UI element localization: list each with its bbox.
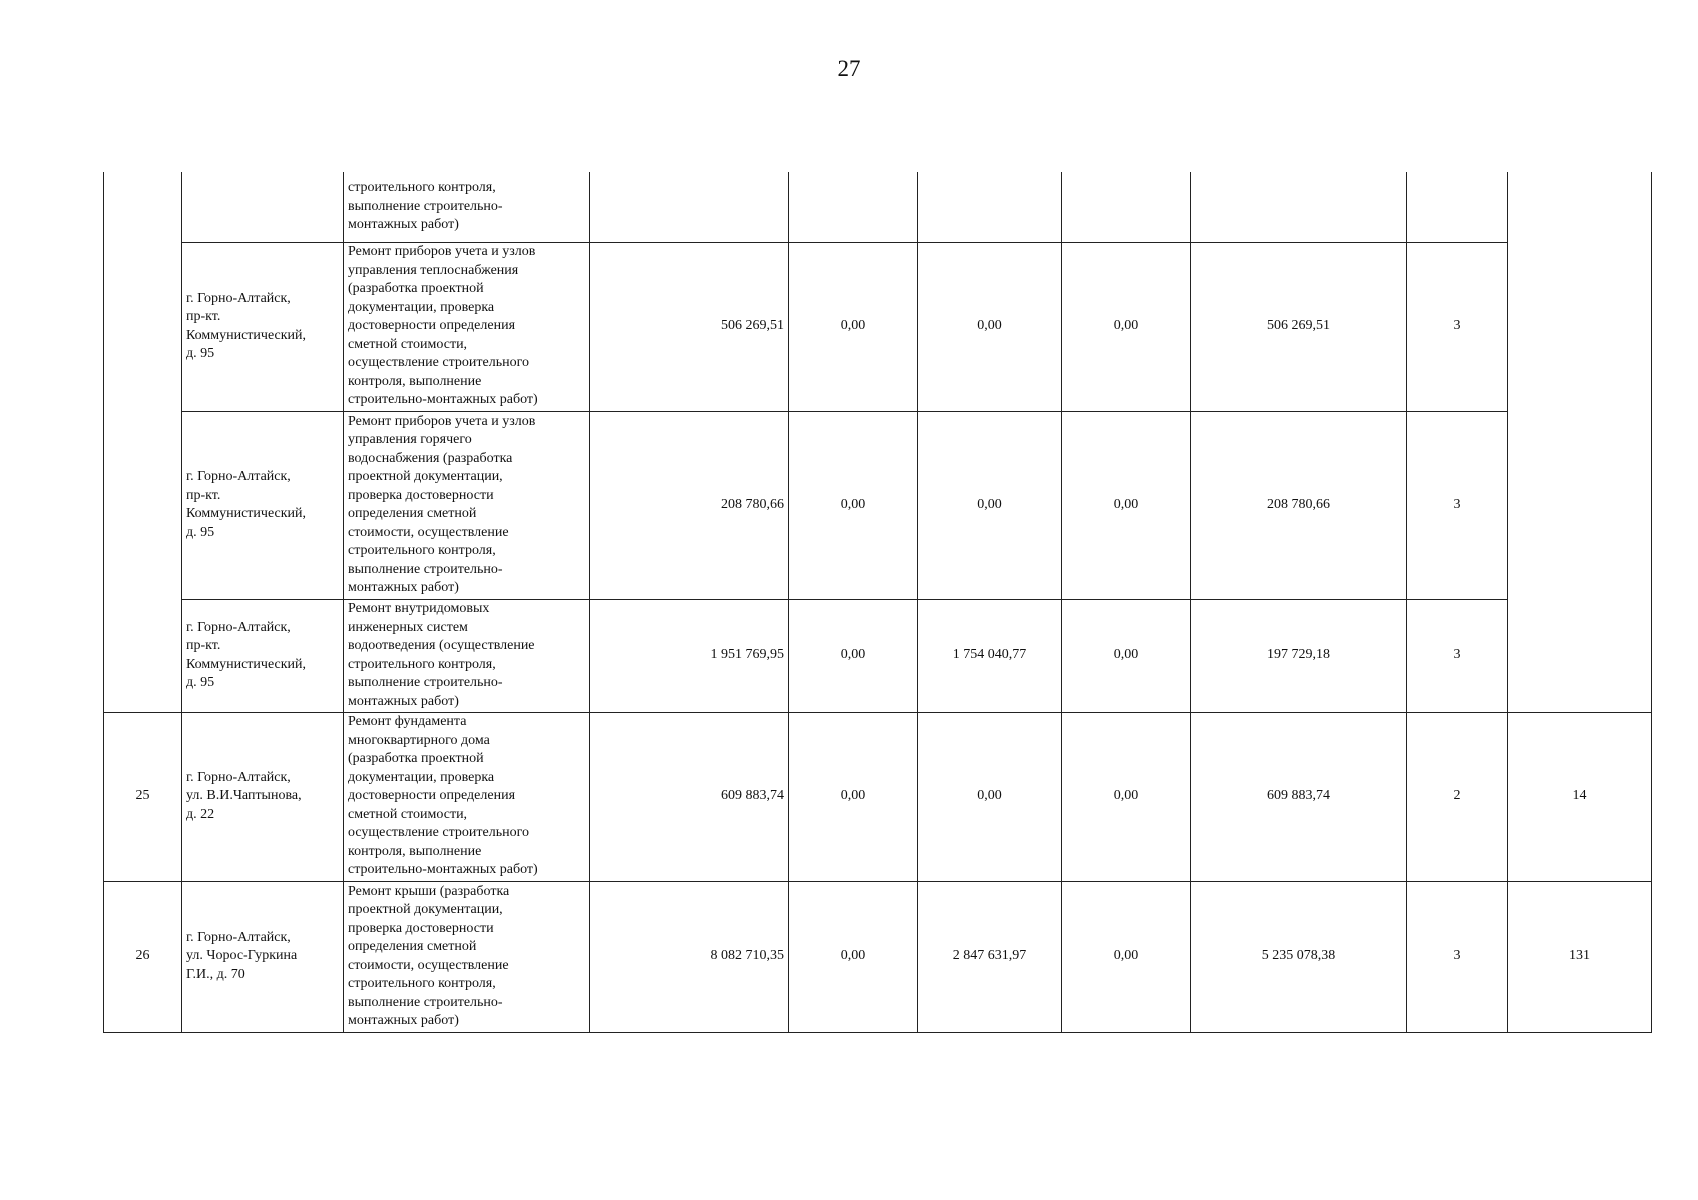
term-cell: 3 bbox=[1407, 881, 1508, 1032]
table-row bbox=[104, 881, 1652, 1032]
description-cell: Ремонт внутридомовых инженерных систем водоотведения (осуществление строительного контроля, выполнение строительно- монтажных работ) bbox=[344, 599, 590, 712]
term-cell: 3 bbox=[1407, 411, 1508, 599]
cost-col-2-cell: 0,00 bbox=[918, 712, 1062, 881]
description-cell: Ремонт фундамента многоквартирного дома (разработка проектной документации, проверка достоверности определения сметной стоимости, осуществление строительного контроля, выполнение строительно-монтажных работ) bbox=[344, 712, 590, 881]
address-cell: г. Горно-Алтайск, ул. В.И.Чаптынова, д. 22 bbox=[182, 712, 344, 881]
row-number-cell: 26 bbox=[104, 881, 182, 1032]
repair-works-table bbox=[103, 172, 1652, 1033]
cost-col-3-cell: 0,00 bbox=[1062, 242, 1191, 411]
term-cell: 3 bbox=[1407, 242, 1508, 411]
cost-col-4-cell bbox=[1191, 172, 1407, 242]
cost-col-1-cell: 0,00 bbox=[789, 881, 918, 1032]
total-cost-cell: 1 951 769,95 bbox=[590, 599, 789, 712]
cost-col-4-cell: 609 883,74 bbox=[1191, 712, 1407, 881]
cost-col-2-cell: 0,00 bbox=[918, 242, 1062, 411]
total-cost-cell: 609 883,74 bbox=[590, 712, 789, 881]
cost-col-3-cell: 0,00 bbox=[1062, 599, 1191, 712]
total-cost-cell: 8 082 710,35 bbox=[590, 881, 789, 1032]
cost-col-3-cell: 0,00 bbox=[1062, 712, 1191, 881]
description-cell: Ремонт приборов учета и узлов управления теплоснабжения (разработка проектной документации, проверка достоверности определения сметной стоимости, осуществление строительного контроля, выполнение строительно-монтажных работ) bbox=[344, 242, 590, 411]
term-cell: 3 bbox=[1407, 599, 1508, 712]
cost-col-1-cell bbox=[789, 172, 918, 242]
cost-col-4-cell: 197 729,18 bbox=[1191, 599, 1407, 712]
address-cell: г. Горно-Алтайск, пр-кт. Коммунистический, д. 95 bbox=[182, 599, 344, 712]
address-cell: г. Горно-Алтайск, пр-кт. Коммунистический, д. 95 bbox=[182, 242, 344, 411]
cost-col-1-cell: 0,00 bbox=[789, 411, 918, 599]
table-row bbox=[104, 599, 1652, 712]
cost-col-1-cell: 0,00 bbox=[789, 712, 918, 881]
count-cell bbox=[1508, 172, 1652, 712]
description-cell: Ремонт крыши (разработка проектной документации, проверка достоверности определения сметной стоимости, осуществление строительного контроля, выполнение строительно- монтажных работ) bbox=[344, 881, 590, 1032]
total-cost-cell: 208 780,66 bbox=[590, 411, 789, 599]
cost-col-3-cell: 0,00 bbox=[1062, 411, 1191, 599]
description-cell: строительного контроля, выполнение строительно- монтажных работ) bbox=[344, 172, 590, 242]
table-row bbox=[104, 411, 1652, 599]
page-number: 27 bbox=[837, 56, 861, 81]
cost-col-1-cell: 0,00 bbox=[789, 599, 918, 712]
total-cost-cell: 506 269,51 bbox=[590, 242, 789, 411]
term-cell: 2 bbox=[1407, 712, 1508, 881]
address-cell bbox=[182, 172, 344, 242]
address-cell: г. Горно-Алтайск, ул. Чорос-Гуркина Г.И., д. 70 bbox=[182, 881, 344, 1032]
table-row bbox=[104, 242, 1652, 411]
cost-col-3-cell: 0,00 bbox=[1062, 881, 1191, 1032]
count-cell: 14 bbox=[1508, 712, 1652, 881]
address-cell: г. Горно-Алтайск, пр-кт. Коммунистический, д. 95 bbox=[182, 411, 344, 599]
term-cell bbox=[1407, 172, 1508, 242]
table-row bbox=[104, 172, 1652, 242]
row-number-cell: 25 bbox=[104, 712, 182, 881]
cost-col-3-cell bbox=[1062, 172, 1191, 242]
cost-col-1-cell: 0,00 bbox=[789, 242, 918, 411]
cost-col-2-cell: 0,00 bbox=[918, 411, 1062, 599]
row-number-cell bbox=[104, 172, 182, 712]
cost-col-4-cell: 208 780,66 bbox=[1191, 411, 1407, 599]
table-row bbox=[104, 712, 1652, 881]
cost-col-2-cell: 1 754 040,77 bbox=[918, 599, 1062, 712]
total-cost-cell bbox=[590, 172, 789, 242]
description-cell: Ремонт приборов учета и узлов управления горячего водоснабжения (разработка проектной документации, проверка достоверности определения сметной стоимости, осуществление строительного контроля, выполнение строительно- монтажных работ) bbox=[344, 411, 590, 599]
cost-col-4-cell: 506 269,51 bbox=[1191, 242, 1407, 411]
cost-col-2-cell: 2 847 631,97 bbox=[918, 881, 1062, 1032]
count-cell: 131 bbox=[1508, 881, 1652, 1032]
cost-col-2-cell bbox=[918, 172, 1062, 242]
cost-col-4-cell: 5 235 078,38 bbox=[1191, 881, 1407, 1032]
